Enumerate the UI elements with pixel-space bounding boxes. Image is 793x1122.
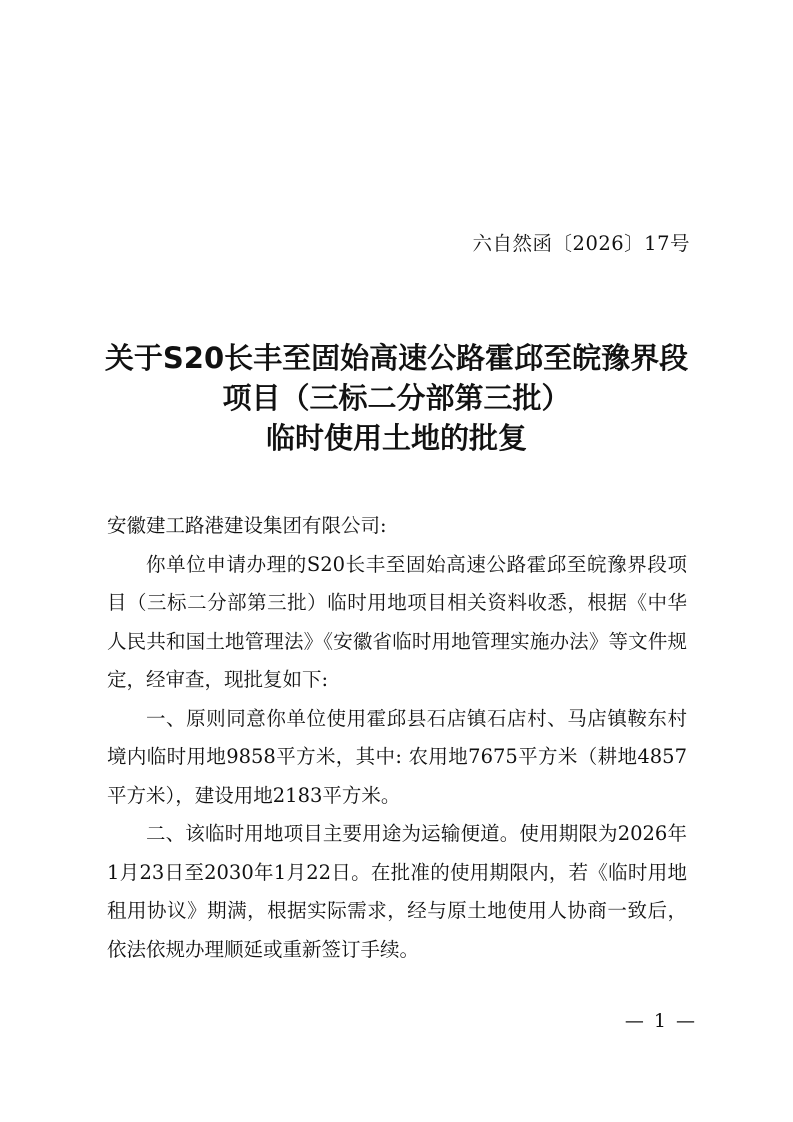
document-body (107, 507, 687, 969)
title-line-1: 关于S20长丰至固始高速公路霍邱至皖豫界段 (104, 341, 689, 375)
page-number: — 1 — (624, 1010, 697, 1032)
title-line-3: 临时使用土地的批复 (265, 421, 527, 455)
addressee: 安徽建工路港建设集团有限公司: (107, 514, 387, 537)
document-title (70, 338, 723, 458)
document-number: 六自然函〔2026〕17号 (472, 232, 690, 255)
paragraph-item-2: 二、该临时用地项目主要用途为运输便道。使用期限为2026年1月23日至2030年1月22日。在批准的使用期限内，若《临时用地租用协议》期满，根据实际需求，经与原土地使用人协商一致后，依法依规办理顺延或重新签订手续。 (107, 822, 687, 961)
paragraph-item-1: 一、原则同意你单位使用霍邱县石店镇石店村、马店镇鞍东村境内临时用地9858平方米，其中: 农用地7675平方米（耕地4857平方米），建设用地2183平方米。 (107, 706, 687, 807)
title-line-2: 项目（三标二分部第三批） (222, 381, 571, 415)
paragraph-intro: 你单位申请办理的S20长丰至固始高速公路霍邱至皖豫界段项目（三标二分部第三批）临时用地项目相关资料收悉，根据《中华人民共和国土地管理法》《安徽省临时用地管理实施办法》等文件规定，经审查，现批复如下: (107, 552, 687, 691)
